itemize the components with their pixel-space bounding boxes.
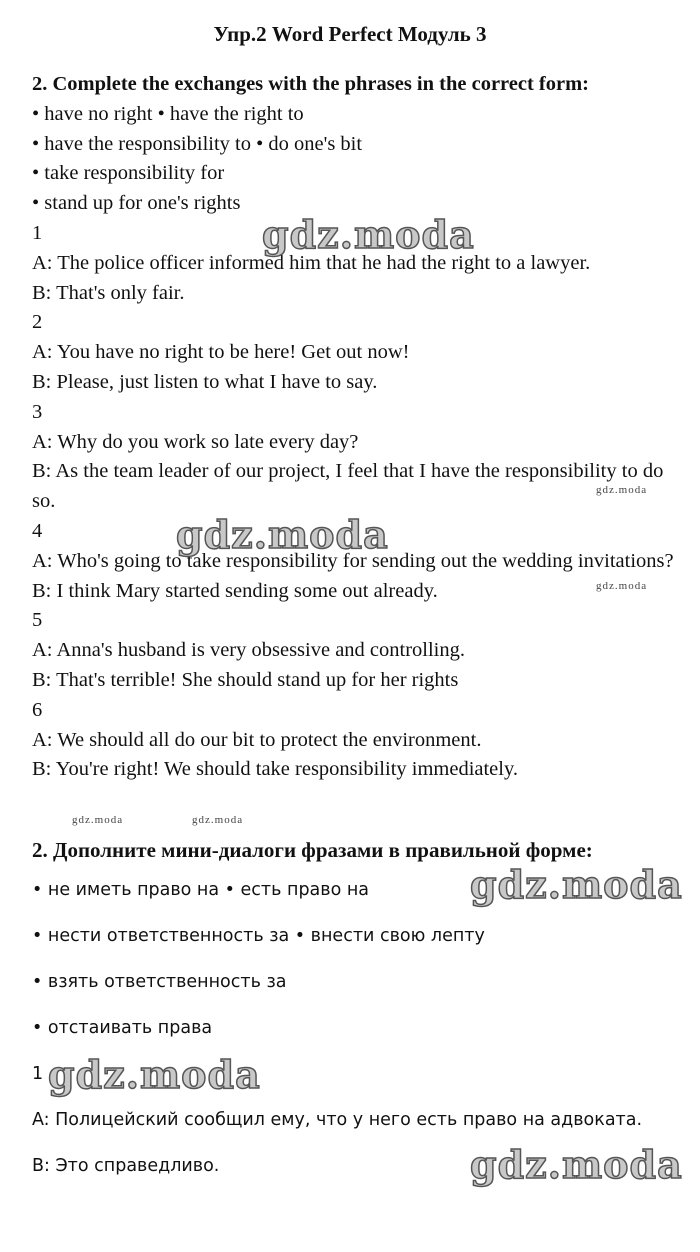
exchange-line-b: B: You're right! We should take responsibility immediately. <box>32 758 519 781</box>
watermark-logo: gdz.moda <box>48 1052 261 1097</box>
exchange-line-a: A: The police officer informed him that he had the right to a lawyer. <box>32 251 591 274</box>
watermark-logo: gdz.moda <box>470 1142 683 1187</box>
phrase-item: • взять ответственность за <box>32 972 287 992</box>
phrase-item: • отстаивать права <box>32 1018 213 1038</box>
page-title: Упр.2 Word Perfect Модуль 3 <box>213 22 487 46</box>
watermark-small: gdz.moda <box>72 814 124 826</box>
watermark-logo: gdz.moda <box>262 212 475 257</box>
exchange-line-b: B: Please, just listen to what I have to say. <box>32 370 378 393</box>
exchange-number: 1 <box>32 1064 44 1084</box>
watermark-small: gdz.moda <box>192 814 244 826</box>
watermark-logo: gdz.moda <box>470 862 683 907</box>
phrase-item: • нести ответственность за • внести свою лепту <box>32 926 485 946</box>
exchange-number: 3 <box>32 400 43 423</box>
exchange-line-b: B: I think Mary started sending some out already. <box>32 579 438 602</box>
exchange-line-b: B: That's only fair. <box>32 281 185 304</box>
phrase-item: • не иметь право на • есть право на <box>32 880 370 900</box>
exchange-number: 5 <box>32 609 43 632</box>
phrase-item: • have no right • have the right to <box>32 102 304 125</box>
exchange-number: 6 <box>32 698 43 721</box>
exchange-number: 4 <box>32 519 43 542</box>
exchange-number: 2 <box>32 311 43 334</box>
russian-heading: 2. Дополните мини-диалоги фразами в правильной форме: <box>32 838 593 862</box>
english-section <box>32 70 682 785</box>
exchange-line-b: B: As the team leader of our project, I feel that I have the responsibility to do so. <box>32 460 664 513</box>
watermark-small: gdz.moda <box>596 580 648 592</box>
exchange-line-b: B: That's terrible! She should stand up for her rights <box>32 668 459 691</box>
exchange-line-a: A: You have no right to be here! Get out now! <box>32 341 410 364</box>
phrase-item: • stand up for one's rights <box>32 192 241 215</box>
watermark-small: gdz.moda <box>596 484 648 496</box>
exchange-line-a: A: Anna's husband is very obsessive and controlling. <box>32 639 466 662</box>
exchange-line-a: A: Who's going to take responsibility for sending out the wedding invitations? <box>32 549 674 572</box>
exchange-line-a: A: Полицейский сообщил ему, что у него есть право на адвоката. <box>32 1110 643 1130</box>
phrase-item: • take responsibility for <box>32 162 225 185</box>
exchange-line-a: A: We should all do our bit to protect the environment. <box>32 728 482 751</box>
english-heading: 2. Complete the exchanges with the phrases in the correct form: <box>32 73 589 95</box>
exchange-number: 1 <box>32 221 43 244</box>
watermark-logo: gdz.moda <box>176 512 389 557</box>
exchange-line-b: B: Это справедливо. <box>32 1156 220 1176</box>
exchange-line-a: A: Why do you work so late every day? <box>32 430 359 453</box>
phrase-item: • have the responsibility to • do one's bit <box>32 132 363 155</box>
